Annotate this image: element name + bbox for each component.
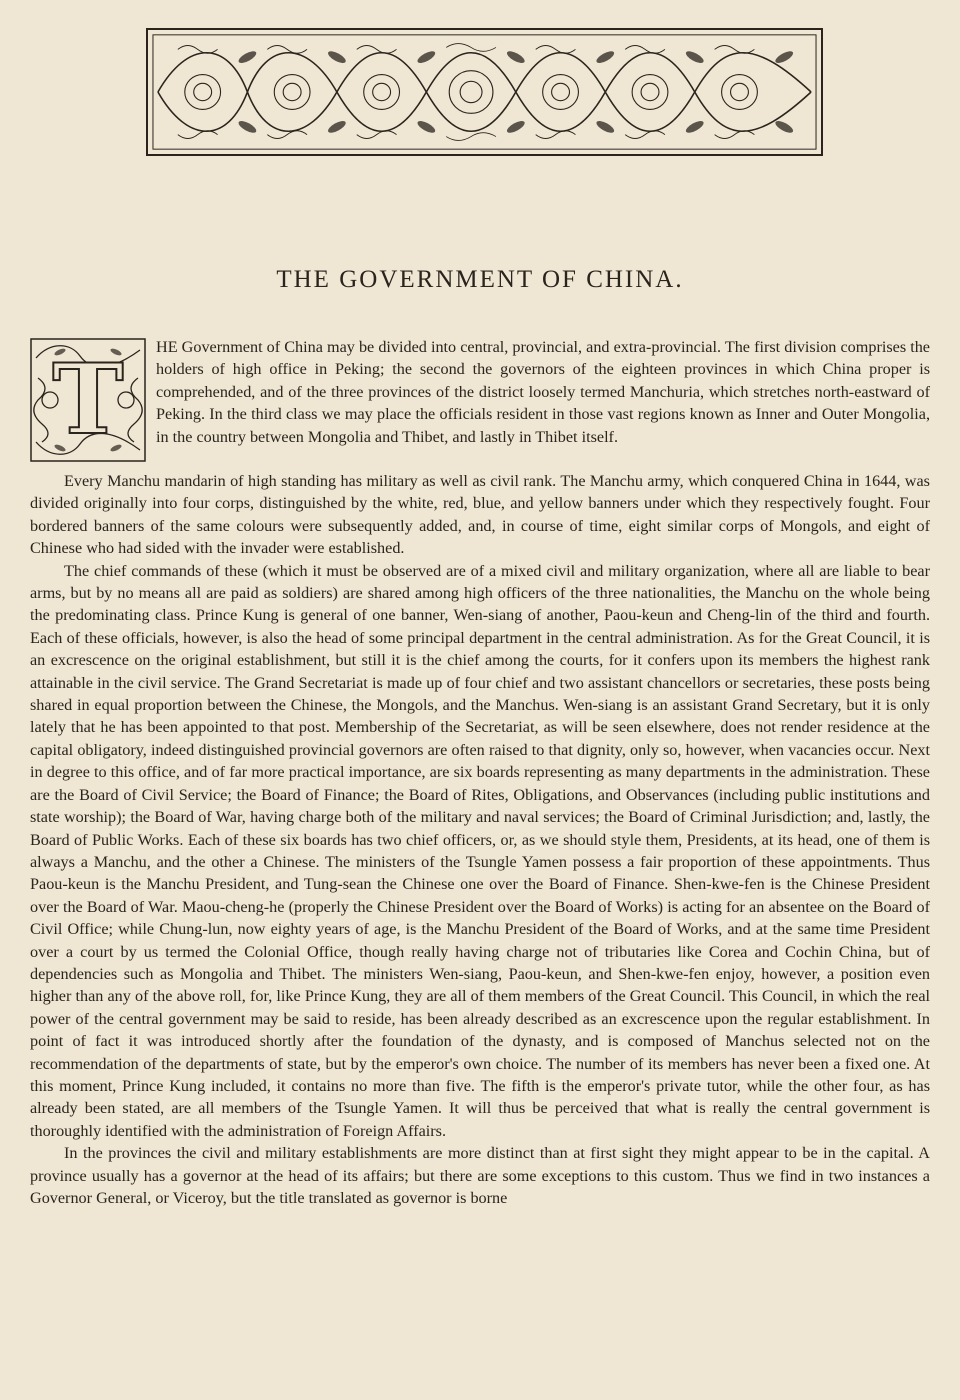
paragraph-4: In the provinces the civil and military establishments are more distinct than at first sight they might appear to be in the capital. A province usually has a governor at the head of its affairs; but there are some exceptions to this custom. Thus we find in two instances a Governor General, or Viceroy, but the title translated as governor is borne: [30, 1144, 930, 1207]
paragraph-1-text: HE Government of China may be divided into central, provincial, and extra-provincial. The first division comprises the holders of high office in Peking; the second the governors of the eighteen provinces in which China proper is comprehended, and of the three provinces of the district loosely termed Manchuria, which stretches north-eastward of Peking. In the third class we may place the officials resident in those vast regions known as Inner and Outer Mongolia, in the country between Mongolia and Thibet, and lastly in Thibet itself.: [156, 338, 930, 446]
drop-cap-letter: T: [52, 343, 124, 456]
page-title: THE GOVERNMENT OF CHINA.: [276, 266, 684, 293]
paragraph-3: The chief commands of these (which it must be observed are of a mixed civil and military organization, where all are liable to bear arms, but by no means all are paid as soldiers) are shared among high officers of the three nationalities, the Manchu on the whole being the predominating class. Prince Kung is general of one banner, Wen-siang of another, Paou-keun and Cheng-lin of the third and fourth. Each of these officials, however, is also the head of some principal department in the central administration. As for the Great Council, it is an excrescence on the original establishment, but still it is the chief among the courts, for it confers upon its members the highest rank attainable in the civil service. The Grand Secretariat is made up of four chief and two assistant chancellors or secretaries, these posts being shared in equal proportion between the Chinese, the Mongols, and the Manchus. Wen-siang is an assistant Grand Secretary, but it is only lately that he has been appointed to that post. Membership of the Secretariat, as will be seen elsewhere, does not render residence at the capital obligatory, indeed distinguished provincial governors are often raised to that dignity, only so, however, when vacancies occur. Next in degree to this office, and of far more practical importance, are six boards representing as many departments in the administration. These are the Board of Civil Service; the Board of Finance; the Board of Rites, Obligations, and Observances (including public institutions and state worship); the Board of War, having charge both of the military and naval services; the Board of Criminal Jurisdiction; and, lastly, the Board of Public Works. Each of these six boards has two chief officers, or, as we should style them, Presidents, at its head, one of them is always a Manchu, and the other a Chinese. The ministers of the Tsungle Yamen possess a fair proportion of these appointments. Thus Paou-keun is the Manchu President, and Tung-sean the Chinese one over the Board of Finance. Shen-kwe-fen is the Chinese President over the Board of War. Maou-cheng-he (properly the Chinese President over the Board of Works) is acting for an absentee on the Board of Civil Office; while Chung-lun, now eighty years of age, is the Manchu President of the Board of Works, and at the same time President over a court by us termed the Colonial Office, though really having charge not of tributaries like Corea and Cochin China, but of dependencies such as Mongolia and Thibet. The ministers Wen-siang, Paou-keun, and Shen-kwe-fen enjoy, however, a position even higher than any of the above roll, for, like Prince Kung, they are all of them members of the Great Council. This Council, in which the real power of the central government may be said to reside, has been already described as an excrescence upon the regular establishment. In point of fact it was introduced shortly after the foundation of the dynasty, and is composed of Manchus selected not on the recommendation of the departments of state, but by the emperor's own choice. The number of its members has never been a fixed one. At this moment, Prince Kung included, it contains no more than five. The fifth is the emperor's private tutor, while the other four, as has already been stated, are all members of the Tsungle Yamen. It will thus be perceived that what is really the central government is thoroughly identified with the administration of Foreign Affairs.: [30, 561, 930, 1140]
paragraph-2: Every Manchu mandarin of high standing has military as well as civil rank. The Manchu army, which conquered China in 1644, was divided originally into four corps, distinguished by the white, red, blue, and yellow banners under which they respectively fought. Four bordered banners of the same colours were subsequently added, and, in course of time, eight similar corps of Mongols, and eight of Chinese who had sided with the invader were established.: [30, 472, 930, 558]
ornamental-drop-cap: [30, 338, 146, 462]
floral-scroll-ornament: [148, 30, 821, 154]
ornamental-header-banner: [146, 28, 823, 156]
article-body: [30, 336, 930, 1209]
paragraph-1: [30, 336, 930, 470]
